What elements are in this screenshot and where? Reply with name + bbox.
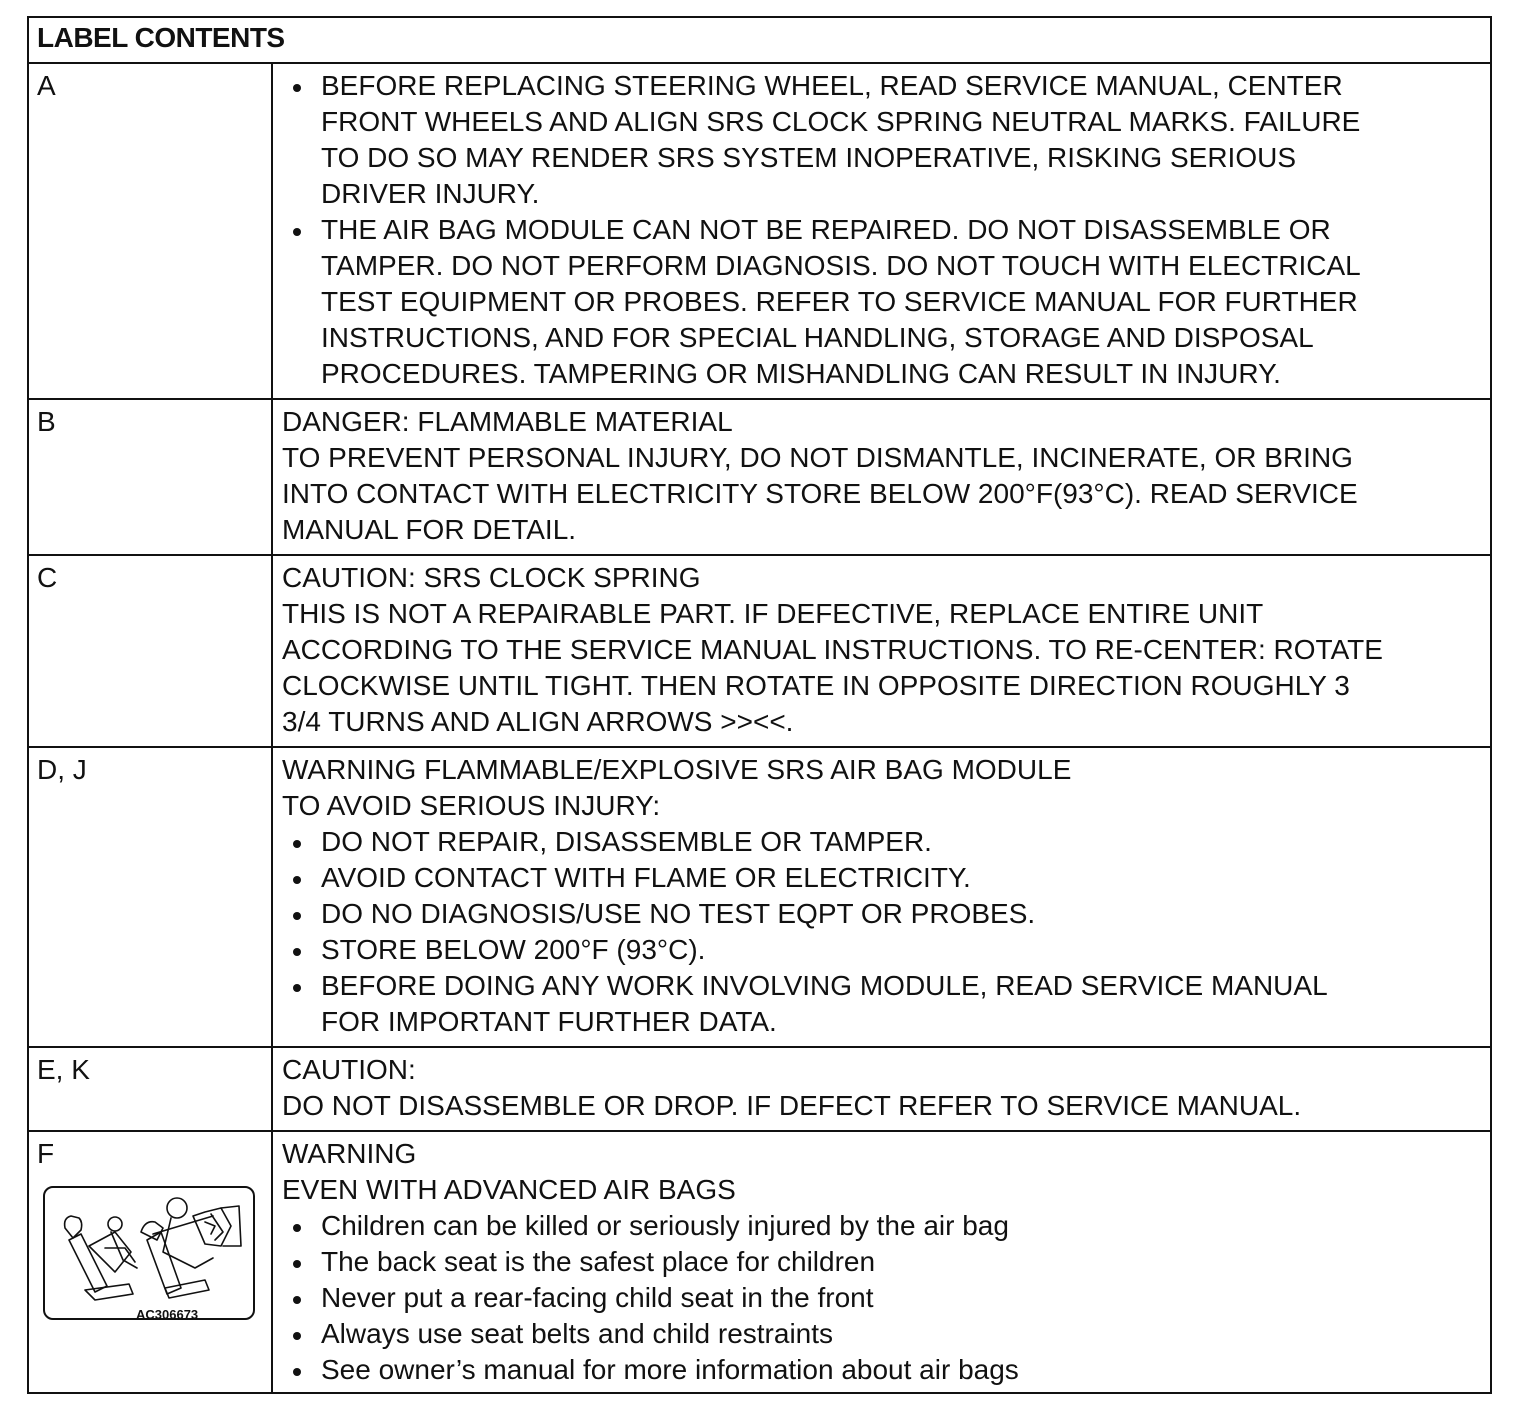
label-text: THIS IS NOT A REPAIRABLE PART. IF DEFECTIVE, REPLACE ENTIRE UNIT [282,598,1264,629]
row-key: C [29,556,273,746]
bullet-continuation: INSTRUCTIONS, AND FOR SPECIAL HANDLING, STORAGE AND DISPOSAL [321,322,1314,353]
label-text: CLOCKWISE UNTIL TIGHT. THEN ROTATE IN OPPOSITE DIRECTION ROUGHLY 3 [282,670,1350,701]
bullet-text: Never put a rear-facing child seat in the front [282,1280,1490,1316]
label-heading: WARNING [282,1138,417,1169]
label-text: MANUAL FOR DETAIL. [282,514,577,545]
row-contents [273,1048,1490,1130]
label-heading: CAUTION: [282,1054,416,1085]
row-contents [273,64,1490,398]
bullet-continuation: TO DO SO MAY RENDER SRS SYSTEM INOPERATIVE, RISKING SERIOUS [321,142,1296,173]
bullet-continuation: TEST EQUIPMENT OR PROBES. REFER TO SERVICE MANUAL FOR FURTHER [321,286,1358,317]
bullet-text: BEFORE DOING ANY WORK INVOLVING MODULE, READ SERVICE MANUAL [282,968,1490,1004]
bullet-text: Children can be killed or seriously injured by the air bag [282,1208,1490,1244]
row-key: F [29,1132,273,1394]
table-title: LABEL CONTENTS [37,22,285,53]
bullet-continuation: TAMPER. DO NOT PERFORM DIAGNOSIS. DO NOT TOUCH WITH ELECTRICAL [321,250,1361,281]
label-text: 3/4 TURNS AND ALIGN ARROWS >><<. [282,706,794,737]
bullet-continuation: PROCEDURES. TAMPERING OR MISHANDLING CAN RESULT IN INJURY. [321,358,1281,389]
table-row-a [29,64,1490,400]
bullet-text: See owner’s manual for more information about air bags [282,1352,1490,1388]
bullet-continuation: FOR IMPORTANT FURTHER DATA. [321,1006,777,1037]
table-header-row [29,18,1490,64]
row-key: D, J [29,748,273,1046]
label-text: TO PREVENT PERSONAL INJURY, DO NOT DISMANTLE, INCINERATE, OR BRING [282,442,1353,473]
row-key: E, K [29,1048,273,1130]
bullet-continuation: DRIVER INJURY. [321,178,540,209]
label-heading: DANGER: FLAMMABLE MATERIAL [282,406,733,437]
bullet-continuation: FRONT WHEELS AND ALIGN SRS CLOCK SPRING NEUTRAL MARKS. FAILURE [321,106,1361,137]
label-text: TO AVOID SERIOUS INJURY: [282,790,661,821]
bullet-text: STORE BELOW 200°F (93°C). [282,932,1490,968]
row-key: A [29,64,273,398]
table-row-e-k [29,1048,1490,1132]
table-row-b [29,400,1490,556]
bullet-text: DO NOT REPAIR, DISASSEMBLE OR TAMPER. [282,824,1490,860]
bullet-text: DO NO DIAGNOSIS/USE NO TEST EQPT OR PROBES. [282,896,1490,932]
label-text: INTO CONTACT WITH ELECTRICITY STORE BELOW 200°F(93°C). READ SERVICE [282,478,1358,509]
row-contents [273,1132,1490,1394]
child-seat-airbag-warning-icon [43,1186,255,1320]
bullet-text: THE AIR BAG MODULE CAN NOT BE REPAIRED. DO NOT DISASSEMBLE OR [282,212,1490,248]
label-heading: CAUTION: SRS CLOCK SPRING [282,562,701,593]
label-text: ACCORDING TO THE SERVICE MANUAL INSTRUCTIONS. TO RE-CENTER: ROTATE [282,634,1383,665]
label-text: DO NOT DISASSEMBLE OR DROP. IF DEFECT REFER TO SERVICE MANUAL. [282,1090,1302,1121]
label-heading: WARNING FLAMMABLE/EXPLOSIVE SRS AIR BAG MODULE [282,754,1072,785]
label-contents-table [27,16,1492,1394]
bullet-text: BEFORE REPLACING STEERING WHEEL, READ SERVICE MANUAL, CENTER [282,68,1490,104]
bullet-text: The back seat is the safest place for children [282,1244,1490,1280]
row-key: B [29,400,273,554]
label-text: EVEN WITH ADVANCED AIR BAGS [282,1174,736,1205]
bullet-text: AVOID CONTACT WITH FLAME OR ELECTRICITY. [282,860,1490,896]
row-contents [273,556,1490,746]
row-contents [273,748,1490,1046]
figure-code: AC306673 [136,1307,199,1322]
bullet-text: Always use seat belts and child restraints [282,1316,1490,1352]
table-row-c [29,556,1490,748]
row-contents [273,400,1490,554]
table-row-d-j [29,748,1490,1048]
